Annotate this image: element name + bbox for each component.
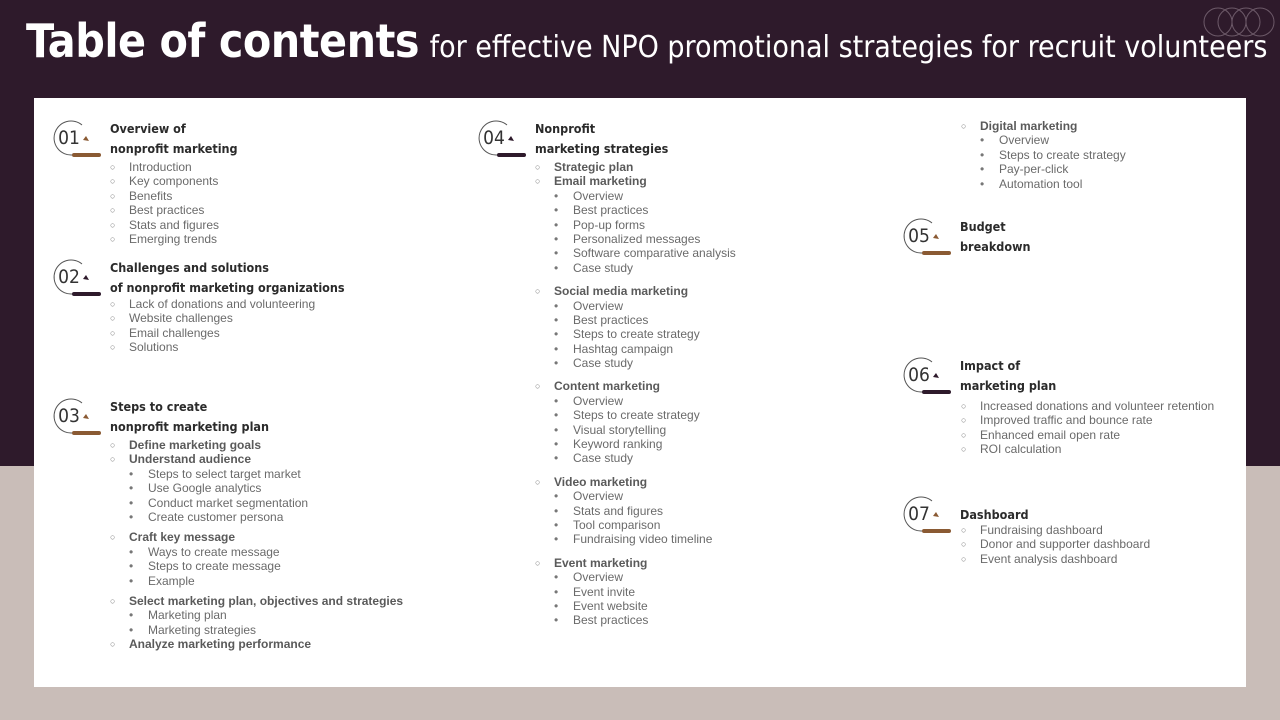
- list-subitem: • Steps to create strategy: [980, 147, 1126, 162]
- list-item: ○ Fundraising dashboard: [961, 523, 1103, 537]
- page-title: [26, 14, 1267, 68]
- list-item: ○ Website challenges: [110, 311, 233, 326]
- list-item: ○ Stats and figures: [110, 217, 220, 232]
- section-number-badge: 07: [902, 495, 938, 531]
- list-subitem: • Automation tool: [980, 176, 1083, 191]
- list-item: ○ Strategic plan: [535, 160, 634, 174]
- list-subitem: • Pay-per-click: [980, 162, 1069, 177]
- badge-underline: [922, 390, 951, 394]
- list-item: ○ Social media marketing: [535, 284, 689, 299]
- list-item: ○ Introduction: [110, 160, 192, 174]
- list-item: ○ Video marketing: [535, 474, 648, 489]
- list-subitem: • Pop-up forms: [554, 217, 646, 232]
- section-04-list: [535, 160, 736, 628]
- list-subitem: • Keyword ranking: [554, 437, 663, 452]
- list-item: ○ Donor and supporter dashboard: [961, 537, 1151, 552]
- list-subitem: • Overview: [554, 489, 624, 504]
- list-item: ○ Email challenges: [110, 325, 220, 340]
- list-item: ○ Digital marketing: [961, 119, 1078, 133]
- list-subitem: • Overview: [554, 393, 624, 408]
- section-number-badge: 01: [52, 119, 88, 155]
- list-subitem: • Ways to create message: [129, 544, 280, 559]
- decorative-rings-icon: [1202, 6, 1278, 38]
- list-item: ○ Understand audience: [110, 452, 252, 467]
- list-subitem: • Software comparative analysis: [554, 246, 736, 261]
- section-title: Steps to create nonprofit marketing plan: [110, 399, 270, 434]
- list-subitem: • Overview: [554, 188, 624, 203]
- list-subitem: • Event website: [554, 598, 648, 613]
- list-subitem: • Stats and figures: [554, 503, 664, 518]
- list-subitem: • Case study: [554, 451, 634, 466]
- section-03-list: [110, 438, 404, 652]
- list-subitem: • Overview: [980, 133, 1050, 148]
- section-number-badge: 03: [52, 397, 88, 433]
- list-subitem: • Hashtag campaign: [554, 341, 674, 356]
- list-subitem: • Marketing plan: [129, 608, 227, 623]
- list-subitem: • Fundraising video timeline: [554, 532, 713, 547]
- list-subitem: • Tool comparison: [554, 517, 661, 532]
- list-item: ○ Solutions: [110, 340, 179, 355]
- list-subitem: • Steps to select target market: [129, 466, 301, 481]
- title-subtitle: for effective NPO promotional strategies for recruit volunteers: [429, 30, 1268, 65]
- list-item: ○ Benefits: [110, 188, 173, 203]
- section-title: Budget breakdown: [960, 219, 1031, 254]
- list-subitem: • Overview: [554, 298, 624, 313]
- list-subitem: • Event invite: [554, 584, 636, 599]
- section-number-badge: 06: [902, 356, 938, 392]
- badge-underline: [72, 153, 101, 157]
- list-subitem: • Create customer persona: [129, 509, 284, 524]
- list-subitem: • Case study: [554, 356, 634, 371]
- section-title: Challenges and solutions of nonprofit marketing organizations: [110, 260, 345, 295]
- list-subitem: • Conduct market segmentation: [129, 495, 309, 510]
- list-subitem: • Visual storytelling: [554, 422, 667, 437]
- section-number-badge: 05: [902, 217, 938, 253]
- title-main: Table of contents: [26, 14, 420, 68]
- list-subitem: • Steps to create strategy: [554, 408, 700, 423]
- badge-underline: [72, 292, 101, 296]
- list-item: ○ Increased donations and volunteer retention: [961, 399, 1215, 413]
- badge-underline: [72, 431, 101, 435]
- badge-underline: [922, 251, 951, 255]
- list-subitem: • Case study: [554, 260, 634, 275]
- section-07-list: [961, 523, 1150, 566]
- list-item: ○ Event marketing: [535, 555, 648, 570]
- list-subitem: • Best practices: [554, 613, 649, 628]
- list-subitem: • Steps to create message: [129, 559, 281, 574]
- list-item: ○ Lack of donations and volunteering: [110, 297, 316, 311]
- badge-underline: [922, 529, 951, 533]
- list-item: ○ Event analysis dashboard: [961, 551, 1118, 566]
- list-item: ○ Define marketing goals: [110, 438, 262, 452]
- list-item: ○ Best practices: [110, 203, 205, 218]
- list-subitem: • Best practices: [554, 312, 649, 327]
- section-number-badge: 04: [477, 119, 513, 155]
- list-item: ○ Content marketing: [535, 379, 661, 394]
- section-06-list: [961, 399, 1214, 457]
- list-item: ○ Emerging trends: [110, 231, 218, 246]
- list-item: ○ Key components: [110, 174, 219, 189]
- list-subitem: • Personalized messages: [554, 231, 701, 246]
- digital-marketing-list: [961, 119, 1126, 191]
- section-number-badge: 02: [52, 258, 88, 294]
- section-title: Impact of marketing plan: [960, 358, 1057, 393]
- section-title: Nonprofit marketing strategies: [535, 121, 669, 156]
- section-title: Overview of nonprofit marketing: [110, 121, 238, 156]
- list-item: ○ Analyze marketing performance: [110, 637, 312, 652]
- section-title: Dashboard: [960, 507, 1029, 522]
- list-item: ○ Improved traffic and bounce rate: [961, 413, 1153, 428]
- list-subitem: • Steps to create strategy: [554, 327, 700, 342]
- list-subitem: • Example: [129, 573, 195, 588]
- list-item: ○ ROI calculation: [961, 442, 1062, 457]
- list-item: ○ Enhanced email open rate: [961, 427, 1121, 442]
- list-item: ○ Craft key message: [110, 530, 236, 545]
- list-subitem: • Overview: [554, 570, 624, 585]
- list-subitem: • Use Google analytics: [129, 481, 262, 496]
- badge-underline: [497, 153, 526, 157]
- list-item: ○ Email marketing: [535, 174, 647, 189]
- list-subitem: • Marketing strategies: [129, 622, 257, 637]
- list-subitem: • Best practices: [554, 203, 649, 218]
- section-01-list: [110, 160, 219, 246]
- section-02-list: [110, 297, 315, 355]
- list-item: ○ Select marketing plan, objectives and strategies: [110, 593, 404, 608]
